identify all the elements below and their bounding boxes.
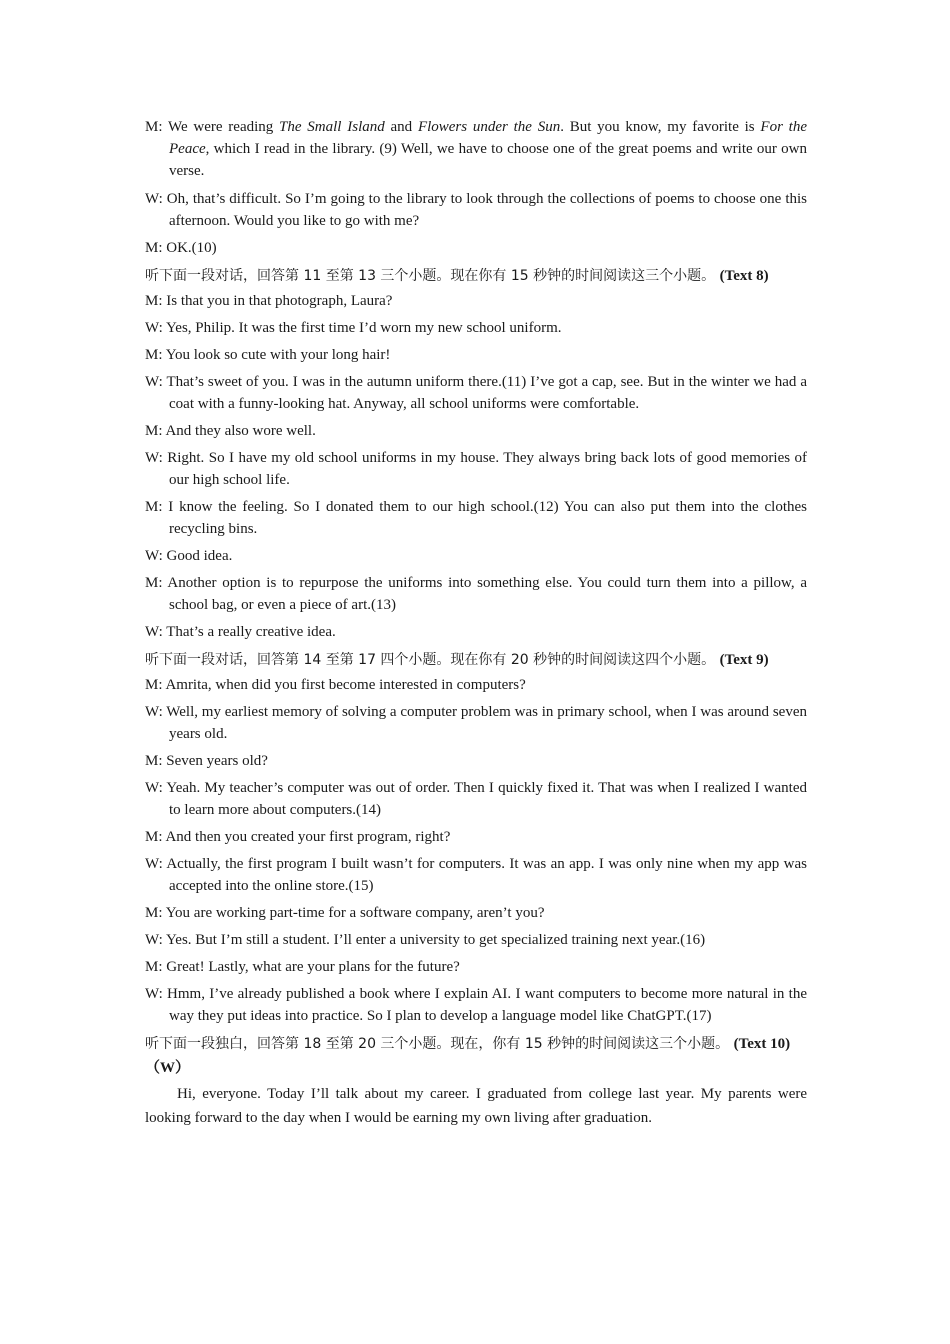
dialogue-text: That’s sweet of you. I was in the autumn uniform there.(11) I’ve got a cap, see. But in the winter we had a coat with a funny-looking hat. Anyway, all school uniforms were comfortable. — [162, 374, 807, 412]
speaker-label: W: — [145, 320, 163, 336]
dialogue-text: You are working part-time for a software company, aren’t you? — [162, 905, 545, 921]
dialogue-line — [145, 237, 807, 259]
dialogue-text: Yes. But I’m still a student. I’ll enter a university to get specialized training next year.(16) — [162, 932, 706, 948]
dialogue-line — [145, 420, 807, 442]
dialogue-line — [145, 496, 807, 540]
dialogue-text: , which I read in the library. (9) Well, we have to choose one of the great poems and write our own verse. — [169, 141, 807, 179]
dialogue-line — [145, 826, 807, 848]
dialogue-line — [145, 902, 807, 924]
speaker-label: M: — [145, 959, 163, 975]
instruction-text: 听下面一段独白，回答第 18 至第 20 三个小题。现在，你有 15 秒钟的时间阅读这三个小题。 — [145, 1036, 734, 1052]
section-label: (Text 8) — [719, 268, 769, 284]
speaker-label: M: — [145, 293, 163, 309]
dialogue-line — [145, 983, 807, 1027]
dialogue-line — [145, 929, 807, 951]
dialogue-text: Hmm, I’ve already published a book where I explain AI. I want computers to become more natural in the way they put ideas into practice. So I plan to develop a language model like ChatGPT.(17) — [162, 986, 807, 1024]
dialogue-text: Seven years old? — [162, 753, 268, 769]
speaker-label: M: — [145, 423, 163, 439]
book-title: The Small Island — [279, 119, 385, 135]
dialogue-line — [145, 317, 807, 339]
dialogue-text: We were reading — [162, 119, 280, 135]
dialogue-text: . But you know, my favorite is — [560, 119, 761, 135]
dialogue-line — [145, 674, 807, 696]
dialogue-text: And they also wore well. — [162, 423, 316, 439]
dialogue-text: and — [384, 119, 418, 135]
dialogue-text: I know the feeling. So I donated them to our high school.(12) You can also put them into the clothes recycling bins. — [162, 499, 807, 537]
transcript-body — [145, 116, 807, 1130]
speaker-label: M: — [145, 753, 163, 769]
dialogue-text: Yes, Philip. It was the first time I’d worn my new school uniform. — [162, 320, 562, 336]
speaker-label: W: — [145, 374, 163, 390]
speaker-label: M: — [145, 575, 163, 591]
speaker-label: M: — [145, 347, 163, 363]
speaker-label: M: — [145, 829, 163, 845]
speaker-label: W: — [145, 932, 163, 948]
speaker-label: W: — [145, 548, 163, 564]
dialogue-text: Good idea. — [162, 548, 233, 564]
section-label: (Text 10)（W） — [145, 1036, 791, 1076]
dialogue-text: And then you created your first program, right? — [162, 829, 451, 845]
dialogue-text: Amrita, when did you first become interested in computers? — [162, 677, 526, 693]
dialogue-text-8 — [145, 290, 807, 643]
dialogue-line — [145, 371, 807, 415]
book-title: For the Peace — [169, 119, 807, 157]
dialogue-line — [145, 344, 807, 366]
book-title: Flowers under the Sun — [417, 119, 561, 135]
dialogue-text: Well, my earliest memory of solving a computer problem was in primary school, when I was around seven years old. — [162, 704, 807, 742]
dialogue-text: You look so cute with your long hair! — [162, 347, 391, 363]
dialogue-line — [145, 188, 807, 232]
dialogue-line — [145, 956, 807, 978]
speaker-label: W: — [145, 191, 163, 207]
section-instruction — [145, 1032, 807, 1080]
speaker-label: W: — [145, 624, 163, 640]
dialogue-text: Right. So I have my old school uniforms in my house. They always bring back lots of good memories of our high school life. — [162, 450, 807, 488]
dialogue-line — [145, 447, 807, 491]
dialogue-text: Actually, the first program I built wasn’t for computers. It was an app. I was only nine when my app was accepted into the online store.(15) — [162, 856, 807, 894]
speaker-label: M: — [145, 499, 163, 515]
dialogue-line — [145, 777, 807, 821]
dialogue-line — [145, 290, 807, 312]
dialogue-text: Is that you in that photograph, Laura? — [162, 293, 393, 309]
dialogue-line — [145, 701, 807, 745]
dialogue-text: That’s a really creative idea. — [162, 624, 336, 640]
instruction-text: 听下面一段对话，回答第 11 至第 13 三个小题。现在你有 15 秒钟的时间阅读这三个小题。 — [145, 268, 720, 284]
speaker-label: M: — [145, 677, 163, 693]
section-label: (Text 9) — [719, 652, 769, 668]
dialogue-line — [145, 750, 807, 772]
dialogue-line — [145, 116, 807, 182]
instruction-text: 听下面一段对话，回答第 14 至第 17 四个小题。现在你有 20 秒钟的时间阅读这四个小题。 — [145, 652, 720, 668]
section-instruction — [145, 648, 807, 672]
section-instruction — [145, 264, 807, 288]
speaker-label: W: — [145, 450, 163, 466]
monologue-paragraph: Hi, everyone. Today I’ll talk about my career. I graduated from college last year. My parents were looking forward to the day when I would be earning my own living after graduation. — [145, 1086, 807, 1126]
speaker-label: M: — [145, 119, 163, 135]
speaker-label: M: — [145, 240, 163, 256]
speaker-label: M: — [145, 905, 163, 921]
dialogue-line — [145, 621, 807, 643]
dialogue-text: OK.(10) — [162, 240, 217, 256]
dialogue-text-9 — [145, 674, 807, 1027]
speaker-label: W: — [145, 704, 163, 720]
dialogue-text: Great! Lastly, what are your plans for the future? — [162, 959, 460, 975]
speaker-label: W: — [145, 780, 163, 796]
dialogue-line — [145, 853, 807, 897]
dialogue-text: Another option is to repurpose the uniforms into something else. You could turn them into a pillow, a school bag, or even a piece of art.(13) — [162, 575, 807, 613]
dialogue-line — [145, 572, 807, 616]
speaker-label: W: — [145, 986, 163, 1002]
dialogue-line — [145, 545, 807, 567]
dialogue-text: Oh, that’s difficult. So I’m going to the library to look through the collections of poems to choose one this afternoon. Would you like to go with me? — [162, 191, 807, 229]
dialogue-text: Yeah. My teacher’s computer was out of order. Then I quickly fixed it. That was when I realized I wanted to learn more about computers.(14) — [162, 780, 807, 818]
speaker-label: W: — [145, 856, 163, 872]
